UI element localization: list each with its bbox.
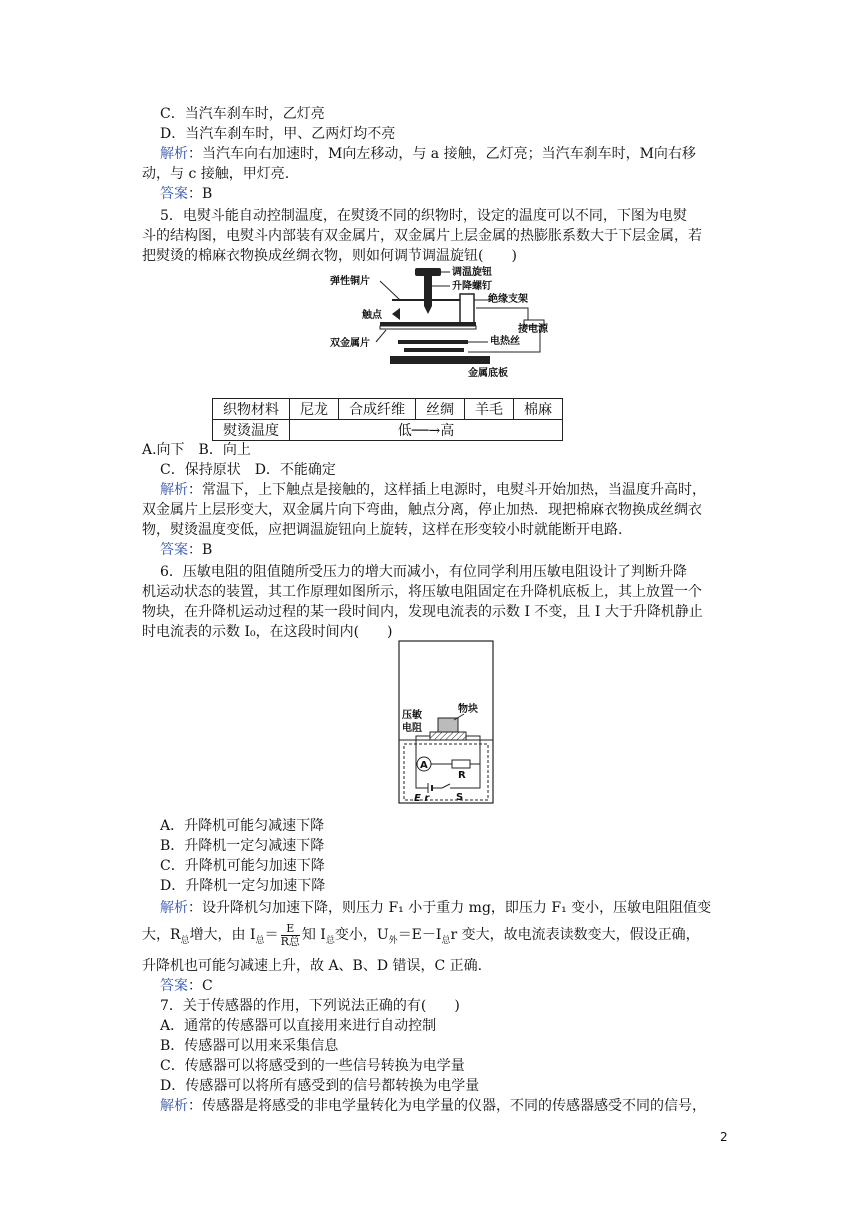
page-number: 2 — [720, 1130, 728, 1144]
emf-label: E r — [414, 793, 430, 804]
explanation-line — [160, 1096, 706, 1116]
table-row — [213, 420, 563, 441]
question-7-option-d: D．传感器可以将所有感受到的信号都转换为电学量 — [160, 1078, 480, 1094]
question-6-text: 机运动状态的装置，其工作原理如图所示，将压敏电阻固定在升降机底板上，其上放置一个 — [142, 584, 702, 600]
block-label: 物块 — [458, 704, 478, 715]
explanation-label: 解析 — [160, 900, 188, 916]
pressure-sensor — [430, 732, 466, 740]
screw-label: 升降螺钉 — [452, 281, 492, 292]
explanation-line — [160, 144, 696, 164]
expl-text: r 变大，故电流表读数变大，假设正确， — [450, 927, 700, 943]
table-cell: 丝绸 — [416, 399, 465, 420]
expl-text: 大，R — [142, 927, 181, 943]
base-label: 金属底板 — [468, 368, 508, 379]
option-d: D．当汽车刹车时，甲、乙两灯均不亮 — [160, 126, 396, 142]
question-7-option-c: C．传感器可以将感受到的一些信号转换为电学量 — [160, 1058, 465, 1074]
answer-text: ：B — [188, 542, 213, 558]
answer-line — [160, 184, 212, 204]
answer-label: 答案 — [160, 978, 188, 994]
insulator-label: 绝缘支架 — [488, 294, 528, 305]
answer-line — [160, 976, 213, 996]
question-7-option-a: A．通常的传感器可以直接用来进行自动控制 — [160, 1018, 437, 1034]
expl-sub: 外 — [388, 935, 398, 946]
question-7-option-b: B．传感器可以用来采集信息 — [160, 1038, 339, 1054]
heater-label: 电热丝 — [490, 336, 520, 347]
table-cell: 低──→高 — [290, 420, 563, 441]
elevator-circuit-figure — [398, 640, 494, 806]
expl-text: 增大，由 I — [189, 927, 256, 943]
ammeter-label: A — [420, 760, 428, 771]
switch-label: S — [456, 792, 464, 803]
bimetal-label: 双金属片 — [330, 338, 370, 349]
answer-label: 答案 — [160, 186, 188, 202]
question-6-option-b: B．升降机一定匀减速下降 — [160, 838, 325, 854]
expl-text: 知 I — [301, 927, 326, 943]
question-5-options: A.向下 B．向上 — [142, 442, 251, 458]
explanation-text: ：传感器是将感受的非电学量转化为电学量的仪器，不同的传感器感受不同的信号， — [188, 1098, 706, 1114]
iron-structure-figure — [320, 264, 570, 384]
explanation-text: ：常温下，上下触点是接触的，这样插上电源时，电熨斗开始加热，当温度升高时， — [188, 482, 706, 498]
explanation-line: 升降机也可能匀减速上升，故 A、B、D 错误，C 正确. — [142, 958, 483, 974]
question-6-option-d: D．升降机一定匀加速下降 — [160, 878, 326, 894]
expl-sub: 总 — [255, 935, 265, 946]
sensor-label: 压敏 — [402, 710, 422, 721]
question-5-text: 把熨烫的棉麻衣物换成丝绸衣物，则如何调节调温旋钮( ) — [142, 248, 517, 264]
question-5-text: 斗的结构图，电熨斗内部装有双金属片，双金属片上层金属的热膨胀系数大于下层金属，若 — [142, 228, 702, 244]
expl-sub: 总 — [180, 935, 190, 946]
answer-line — [160, 540, 212, 560]
question-5-options: C．保持原状 D．不能确定 — [160, 462, 336, 478]
expl-sub: 总 — [441, 935, 451, 946]
explanation-line — [160, 898, 711, 918]
explanation-label: 解析 — [160, 1098, 188, 1114]
question-6-text: 物块，在升降机运动过程的某一段时间内，发现电流表的示数 I 不变，且 I 大于升降机静止 — [142, 604, 703, 620]
contact-label: 触点 — [362, 310, 382, 321]
knob-label: 调温旋钮 — [452, 267, 492, 278]
fraction — [281, 923, 300, 948]
fraction-denominator: R总 — [280, 934, 300, 948]
explanation-text: ：设升降机匀加速下降，则压力 F₁ 小于重力 mg，即压力 F₁ 变小，压敏电阻阻值变 — [188, 900, 712, 916]
explanation-line — [160, 480, 706, 500]
question-6-text: 时电流表的示数 I₀，在这段时间内( ) — [142, 624, 393, 640]
table-cell: 织物材料 — [213, 399, 290, 420]
fabric-temperature-table — [212, 398, 563, 441]
table-row — [213, 399, 563, 420]
answer-text: ：C — [188, 978, 213, 994]
answer-label: 答案 — [160, 542, 188, 558]
question-6-option-c: C．升降机可能匀加速下降 — [160, 858, 325, 874]
option-c: C．当汽车刹车时，乙灯亮 — [160, 106, 325, 122]
expl-text: ＝ — [264, 927, 279, 943]
sensor-label: 电阻 — [402, 723, 422, 734]
explanation-line: 物，熨烫温度变低，应把调温旋钮向上旋转，这样在形变较小时就能断开电路. — [142, 522, 623, 538]
table-cell: 棉麻 — [514, 399, 563, 420]
question-5-text: 5．电熨斗能自动控制温度，在熨烫不同的织物时，设定的温度可以不同，下图为电熨 — [160, 208, 687, 224]
spring-label: 弹性铜片 — [330, 276, 370, 287]
explanation-label: 解析 — [160, 482, 188, 498]
table-cell: 尼龙 — [290, 399, 339, 420]
answer-text: ：B — [188, 186, 213, 202]
explanation-line: 动，与 c 接触，甲灯亮. — [142, 166, 290, 182]
expl-text: ＝E－I — [397, 927, 442, 943]
table-cell: 合成纤维 — [339, 399, 416, 420]
explanation-text: ：当汽车向右加速时，M向左移动，与 a 接触，乙灯亮；当汽车刹车时，M向右移 — [188, 146, 696, 162]
table-cell: 羊毛 — [465, 399, 514, 420]
question-6-option-a: A．升降机可能匀减速下降 — [160, 818, 325, 834]
question-6-text: 6．压敏电阻的阻值随所受压力的增大而减小，有位同学利用压敏电阻设计了判断升降 — [160, 564, 687, 580]
explanation-line: 双金属片上层形变大，双金属片向下弯曲，触点分离，停止加热．现把棉麻衣物换成丝绸衣 — [142, 502, 702, 518]
explanation-label: 解析 — [160, 146, 188, 162]
resistor — [452, 760, 470, 768]
block — [438, 718, 458, 732]
resistor-label: R — [458, 770, 466, 781]
question-7-text: 7．关于传感器的作用，下列说法正确的有( ) — [160, 998, 460, 1014]
knob-shape — [415, 268, 441, 276]
fraction-numerator: E — [281, 923, 300, 936]
table-cell: 熨烫温度 — [213, 420, 290, 441]
expl-sub: 总 — [325, 935, 335, 946]
expl-text: 变小，U — [334, 927, 389, 943]
power-label: 接电源 — [518, 324, 548, 335]
explanation-line — [142, 918, 700, 958]
